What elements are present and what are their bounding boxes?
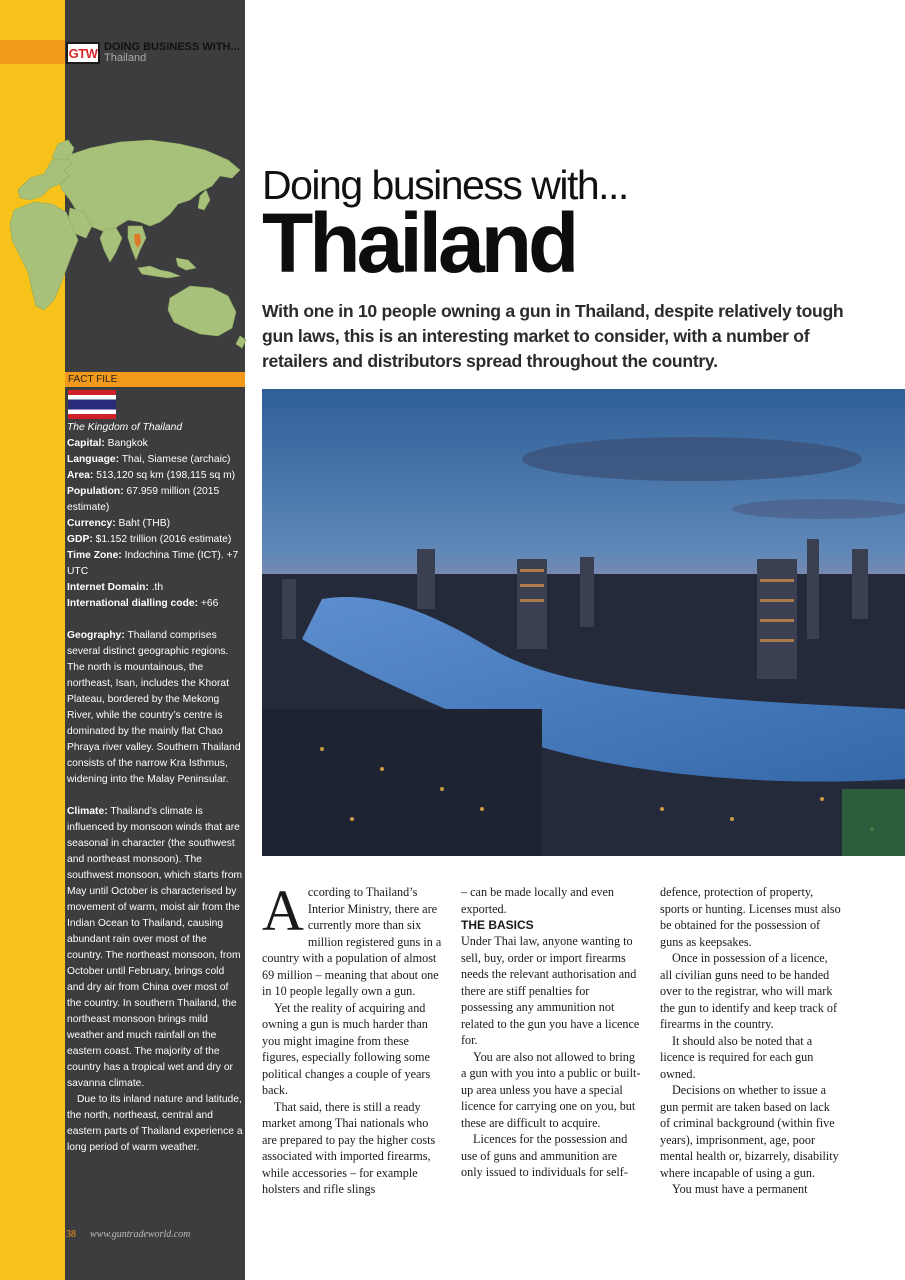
bangkok-skyline-photo <box>262 389 905 856</box>
title-pre: Doing business with... <box>262 162 628 208</box>
fact-row: Internet Domain: .th <box>67 582 164 593</box>
page-title: Thailand <box>262 196 576 290</box>
article-paragraph: It should also be noted that a licence is required for each gun owned. <box>660 1033 814 1081</box>
article-column-3 <box>660 884 842 1198</box>
fact-row: Population: 67.959 million (2015 estimate) <box>67 486 220 513</box>
section-subtitle: Thailand <box>104 52 147 64</box>
section-title: DOING BUSINESS WITH... <box>104 41 240 53</box>
climate-text-2: Due to its inland nature and latitude, the north, northeast, central and eastern parts of Thailand experience a long period of warm weather. <box>67 1094 243 1153</box>
header-accent-bar <box>0 40 65 64</box>
fact-row: Time Zone: Indochina Time (ICT). +7 UTC <box>67 550 239 577</box>
gtw-logo: GTW <box>66 42 100 64</box>
article-paragraph: Yet the reality of acquiring and owning a gun is much harder than you might imagine from these figures, especially following some political changes a couple of years back. <box>262 1000 431 1097</box>
article-paragraph: Licences for the possession and use of guns and ammunition are only issued to individuals for self- <box>461 1132 628 1179</box>
geography-text: Geography: Thailand comprises several distinct geographic regions. The north is mountainous, the northeast, Isan, includes the Khorat Plateau, bordered by the Mekong River, while the country’s centre is dominated by the mainly flat Chao Phraya river valley. Southern Thailand consists of the narrow Kra Isthmus, widening into the Malay Peninsular. <box>67 630 241 785</box>
article-paragraph: You must have a permanent <box>672 1182 808 1196</box>
article-paragraph: You are also not allowed to bring a gun with you into a public or built-up area unless you have a special licence for carrying one on you, but these are difficult to acquire. <box>461 1049 641 1130</box>
article-paragraph: Decisions on whether to issue a gun permit are taken based on lack of criminal background (within five years), imprisonment, age, poor mental health or, bizarrely, disability where incapable of using a gun. <box>660 1083 839 1180</box>
fact-row: Language: Thai, Siamese (archaic) <box>67 454 231 465</box>
thailand-flag-icon <box>68 390 116 419</box>
fact-row: Area: 513,120 sq km (198,115 sq m) <box>67 470 236 481</box>
page-number: 38 <box>66 1229 76 1240</box>
article-column-2 <box>461 884 641 1181</box>
fact-row: International dialling code: +66 <box>67 598 219 609</box>
fact-row: Capital: Bangkok <box>67 438 148 449</box>
article-paragraph: defence, protection of property, sports or hunting. Licenses must also be obtained for the possession of guns as keepsakes. <box>660 885 841 949</box>
footer-url: www.guntradeworld.com <box>90 1229 191 1240</box>
fact-row: GDP: $1.152 trillion (2016 estimate) <box>67 534 232 545</box>
article-paragraph: Once in possession of a licence, all civilian guns need to be handed over to the registrar, who will mark the gun to identify and keep track of firearms in the country. <box>660 951 837 1031</box>
drop-cap: A <box>262 878 304 943</box>
page-header <box>66 40 240 66</box>
climate-text: Climate: Thailand’s climate is influenced by monsoon winds that are seasonal in character (the southwest and northeast monsoon). The southwest monsoon, which starts from May until October is characterised by movement of warm, moist air from the Indian Ocean to Thailand, causing abundant rain over most of the country. The northeast monsoon, from October until February, brings cold and dry air from China over most of the country. In southern Thailand, the northeast monsoon brings mild weather and much rainfall on the eastern coast. The majority of the country has a tropical wet and dry or savanna climate. <box>67 806 243 1089</box>
fact-file-text <box>67 420 243 1156</box>
article-paragraph: That said, there is still a ready market among Thai nationals who are prepared to pay the higher costs associated with imported firearms, while accessories – for example holsters and rifle slings <box>262 1099 436 1196</box>
standfirst: With one in 10 people owning a gun in Thailand, despite relatively tough gun laws, this is an interesting market to consider, with a number of retailers and distributors spread throughout the country. <box>262 301 844 371</box>
world-map-icon <box>0 130 250 355</box>
article-subhead: THE BASICS <box>461 918 534 932</box>
article-paragraph: – can be made locally and even exported. <box>461 885 614 916</box>
article-paragraph: Under Thai law, anyone wanting to sell, buy, order or import firearms needs the relevant authorisation and there are stiff penalties for possessing any ammunition not related to the gun you have a licence for. <box>461 934 640 1047</box>
page-footer <box>66 1229 190 1240</box>
article-column-1: According to Thailand’s Interior Ministry, there are currently more than six million registered guns in a country with a population of almost 69 million – meaning that about one in 10 people legally own a gun. Yet the reality of acquiring and owning a gun is much harder than you might imagine from these figures, especially following some political changes a couple of years back. That said, there is still a ready market among Thai nationals who are prepared to pay the higher costs associated with imported firearms, while accessories – for example holsters and rifle slings <box>262 878 442 1196</box>
kingdom-name: The Kingdom of Thailand <box>67 422 183 433</box>
fact-file-label: FACT FILE <box>68 374 118 385</box>
fact-row: Currency: Baht (THB) <box>67 518 171 529</box>
